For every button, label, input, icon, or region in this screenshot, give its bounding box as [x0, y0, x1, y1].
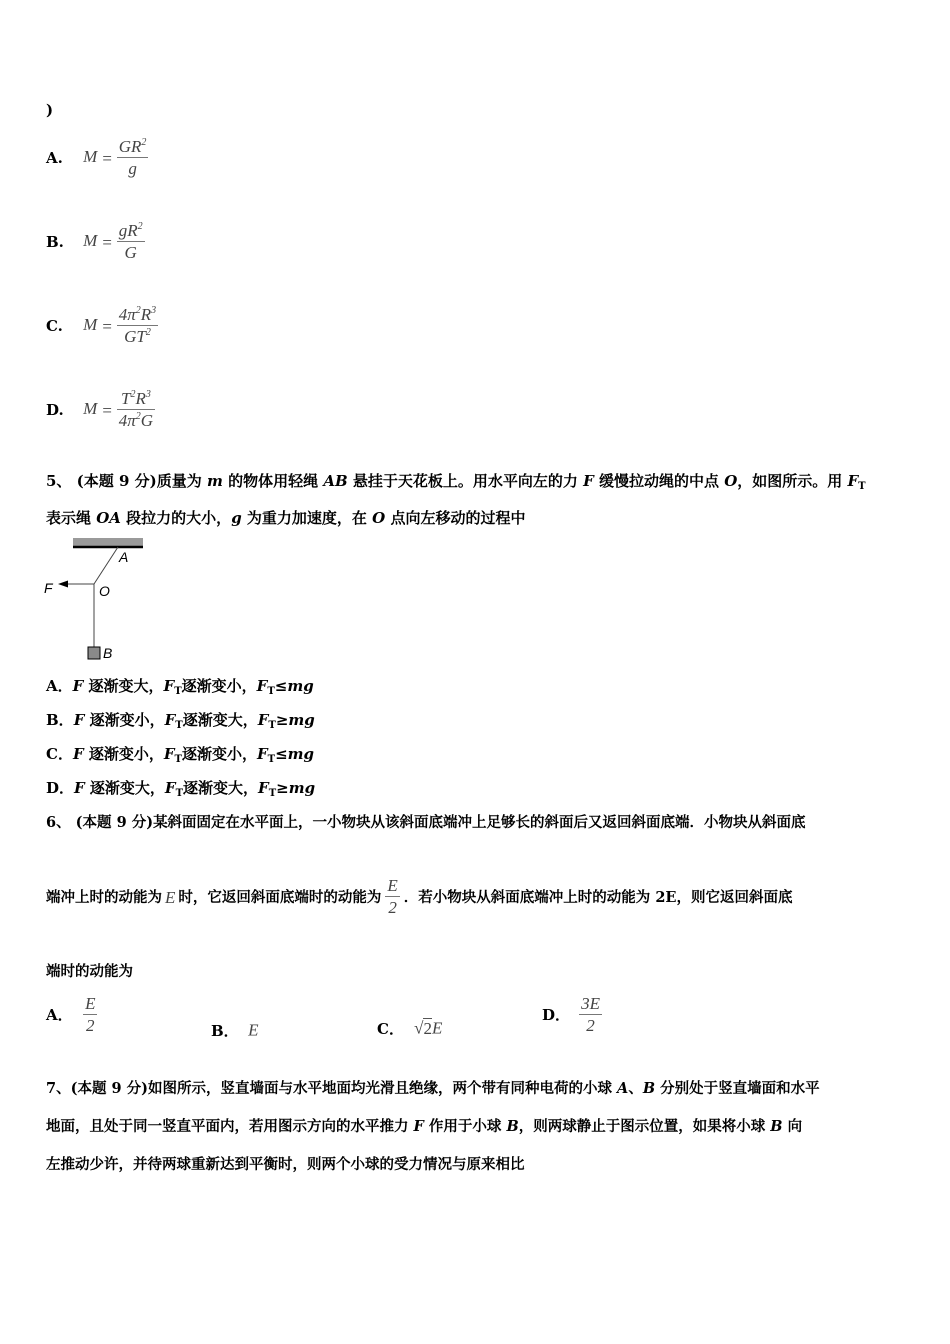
option-label: B.	[46, 232, 64, 251]
block-m	[88, 647, 100, 659]
q7-stem-line3: 左推动少许，并待两球重新达到平衡时，则两个小球的受力情况与原来相比	[46, 1156, 525, 1173]
q6-stem-line3: 端时的动能为	[46, 963, 133, 980]
sqrt-icon: √	[414, 1018, 424, 1038]
q6-option-a[interactable]: A． $\frac{E}{2}$	[46, 994, 96, 1035]
q6-option-c[interactable]: C． √2E	[377, 1018, 443, 1038]
label-a: A	[119, 549, 129, 565]
q6-stem-line1: 6、 (本题 9 分)某斜面固定在水平面上，一小物块从该斜面底端冲上足够长的斜面后又返回斜面底端．小物块从斜面底	[46, 814, 806, 831]
q5-option-a[interactable]: A．F 逐渐变大，$F_T$逐渐变小，$F_T\le mg$	[46, 677, 314, 697]
q5-option-c[interactable]: C．F 逐渐变小，$F_T$逐渐变小，$F_T\le mg$	[46, 745, 315, 765]
q4-option-c[interactable]	[46, 305, 158, 348]
q6-option-d[interactable]: D． $\frac{3E}{2}$	[542, 994, 600, 1035]
formula: M = $\frac{GR^2}{g}$	[83, 137, 147, 178]
arrow-left-icon	[58, 581, 68, 588]
formula: M = $\frac{gR^2}{G}$	[83, 221, 143, 262]
q4-option-b[interactable]	[46, 221, 145, 264]
q4-option-d[interactable]	[46, 389, 155, 432]
option-label: A.	[46, 148, 63, 167]
option-label: C.	[46, 316, 63, 335]
q7-stem-line1: 7、(本题 9 分)如图所示，竖直墙面与水平地面均光滑且绝缘，两个带有同种电荷的小球 A、B 分别处于竖直墙面和水平	[46, 1080, 820, 1097]
option-label: D.	[46, 400, 64, 419]
formula: M = $\frac{T^2R^3}{4\pi^2G}$	[83, 389, 154, 430]
q4-option-a[interactable]	[46, 137, 148, 180]
label-f: F	[44, 580, 53, 596]
q5-option-d[interactable]: D．F 逐渐变大，$F_T$逐渐变大，$F_T\ge mg$	[46, 779, 316, 799]
q6-stem-line2: 端冲上时的动能为 E 时，它返回斜面底端时的动能为 $\frac{E}{2}$ ．若小物块从斜面底端冲上时的动能为 2E，则它返回斜面底	[46, 876, 793, 917]
q5-figure	[40, 536, 150, 664]
q7-stem-line2: 地面，且处于同一竖直平面内，若用图示方向的水平推力 F 作用于小球 B，则两球静止于图示位置，如果将小球 B 向	[46, 1118, 803, 1135]
q5-stem-line1: 5、 (本题 9 分)质量为 m 的物体用轻绳 AB 悬挂于天花板上。用水平向左的力 F 缓慢拉动绳的中点 O，如图所示。用 $F_T$	[46, 472, 866, 492]
q5-option-b[interactable]: B．F 逐渐变小，$F_T$逐渐变大，$F_T\ge mg$	[46, 711, 315, 731]
q5-stem-line2: 表示绳 OA 段拉力的大小，g 为重力加速度，在 O 点向左移动的过程中	[46, 509, 526, 527]
label-b: B	[103, 645, 113, 661]
q6-option-b[interactable]: B． E	[211, 1020, 259, 1040]
rope-oa	[94, 547, 118, 584]
formula: M = $\frac{4\pi^2R^3}{GT^2}$	[83, 305, 157, 346]
continuation-paren: )	[46, 101, 54, 119]
label-o: O	[99, 583, 110, 599]
